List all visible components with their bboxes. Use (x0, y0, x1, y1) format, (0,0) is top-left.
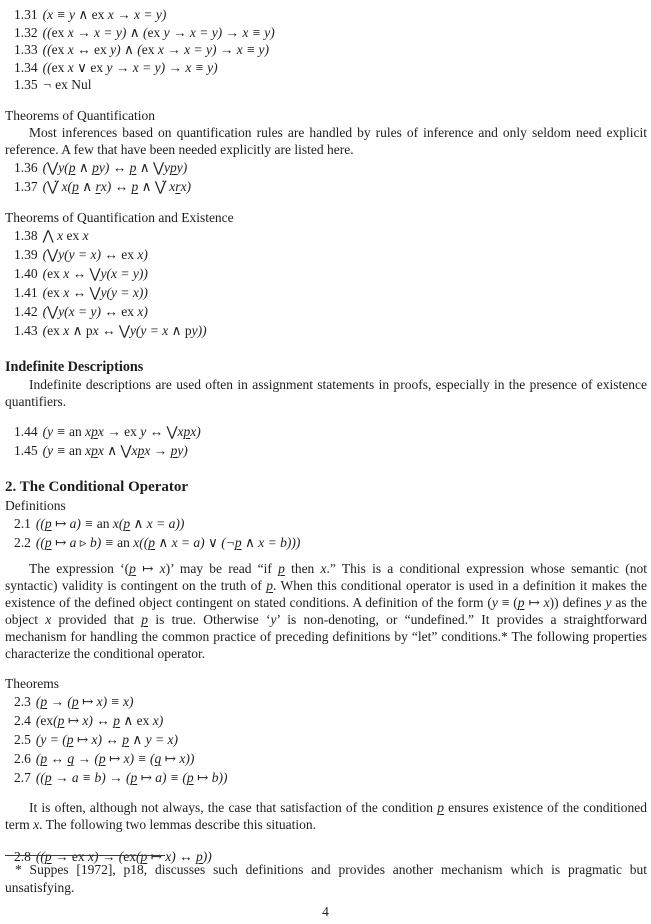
theorem-number: 2.4 (14, 712, 31, 728)
theorem-1-43 (5, 321, 647, 340)
section-indefinite-descriptions (5, 359, 647, 460)
theorem-number: 1.43 (14, 322, 38, 338)
theorem-1-40 (5, 264, 647, 283)
definition-formula: ((p ↦ a ▹ b) ≡ an x((p ∧ x = a) ∨ (¬p ∧ x = b))) (35, 534, 301, 550)
theorem-formula: (y = (p ↦ x) ↔ p ∧ y = x) (35, 731, 179, 747)
section-heading: 2. The Conditional Operator (5, 478, 189, 495)
theorem-formula: ((p → a ≡ b) → (p ↦ a) ≡ (p ↦ b)) (35, 769, 228, 785)
theorem-number: 1.41 (14, 284, 38, 300)
section-quantification (5, 107, 647, 196)
theorem-formula: (⋁y(x = y) ↔ ex x) (42, 303, 148, 319)
theorem-number: 2.3 (14, 693, 31, 709)
definition-formula: ((p ↦ a) ≡ an x(p ∧ x = a)) (35, 515, 185, 531)
theorem-number: 1.34 (14, 59, 38, 75)
theorem-2-5 (5, 730, 647, 749)
theorem-1-33 (5, 41, 647, 59)
theorem-2-6 (5, 749, 647, 768)
theorem-1-31 (5, 6, 647, 24)
theorem-number: 1.44 (14, 423, 38, 439)
definition-number: 2.2 (14, 534, 31, 550)
lemma-number: 2.8 (14, 848, 31, 864)
definition-number: 2.1 (14, 515, 31, 531)
theorem-formula: (x ≡ y ∧ ex x → x = y) (42, 7, 167, 22)
page-number: 4 (322, 904, 329, 919)
theorem-1-42 (5, 302, 647, 321)
theorem-1-38 (5, 226, 647, 245)
theorems-label: Theorems (5, 675, 59, 691)
theorem-formula: (p ↔ q → (p ↦ x) ≡ (q ↦ x)) (35, 750, 195, 766)
theorem-number: 1.33 (14, 42, 38, 57)
theorem-formula: (ex x ↔ ⋁y(x = y)) (42, 265, 148, 281)
theorem-formula: ((ex x ∨ ex y → x = y) → x ≡ y) (42, 59, 218, 75)
theorem-number: 1.38 (14, 227, 38, 243)
theorem-2-7 (5, 768, 647, 787)
theorem-formula: ((ex x → x = y) ∧ (ex y → x = y) → x ≡ y) (42, 24, 275, 40)
theorem-number: 1.31 (14, 7, 38, 22)
lemma-formula: ((p → ex x) → (ex(p ↦ x) ↔ p)) (35, 848, 212, 864)
theorem-formula: (⋁y(y = x) ↔ ex x) (42, 246, 148, 262)
theorem-formula: (y ≡ an xpx → ex y ↔ ⋁xpx) (42, 423, 201, 439)
equality-theorem-list (5, 6, 647, 94)
definition-2-1 (5, 514, 647, 533)
theorem-2-3 (5, 692, 647, 711)
section-heading: Theorems of Quantification and Existence (5, 209, 234, 225)
theorem-formula: (⋁y(p ∧ py) ↔ p ∧ ⋁ypy) (42, 159, 188, 175)
theorem-formula: (ex x ↔ ⋁y(y = x)) (42, 284, 148, 300)
theorem-formula: (p → (p ↦ x) ≡ x) (35, 693, 134, 709)
footnote (5, 855, 647, 897)
theorem-number: 2.7 (14, 769, 31, 785)
definition-2-2 (5, 533, 647, 552)
theorem-1-32 (5, 24, 647, 42)
theorem-number: 1.42 (14, 303, 38, 319)
theorem-formula: ⋀ x ex x (42, 227, 89, 243)
theorem-1-36 (5, 158, 647, 177)
section-heading: Indefinite Descriptions (5, 358, 144, 375)
theorem-formula: ((ex x ↔ ex y) ∧ (ex x → x = y) → x ≡ y) (42, 42, 270, 57)
theorem-number: 1.40 (14, 265, 38, 281)
section-quantification-existence (5, 209, 647, 340)
section-conditional-operator (5, 477, 647, 866)
section-paragraph: Most inferences based on quantification rules are handled by rules of inference and only seldom need explicit reference. A few that have been needed explicitly are listed here. (5, 124, 647, 157)
theorem-number: 1.37 (14, 178, 38, 194)
theorem-formula: (ex(p ↦ x) ↔ p ∧ ex x) (35, 712, 164, 728)
theorem-number: 1.35 (14, 77, 38, 92)
section-paragraph: Indefinite descriptions are used often in assignment statements in proofs, especially in the presence of existence quantifiers. (5, 376, 647, 409)
theorem-1-35 (5, 76, 647, 94)
theorem-number: 1.32 (14, 24, 38, 40)
theorem-1-39 (5, 245, 647, 264)
theorem-1-45 (5, 441, 647, 460)
theorem-1-44 (5, 422, 647, 441)
theorem-1-34 (5, 59, 647, 77)
section-paragraph: It is often, although not always, the case that satisfaction of the condition p ensures existence of the conditioned term x. The following two lemmas describe this situation. (5, 799, 647, 832)
theorem-number: 1.36 (14, 159, 38, 175)
section-heading: Theorems of Quantification (5, 107, 155, 123)
theorem-number: 2.5 (14, 731, 31, 747)
theorem-formula: (y ≡ an xpx ∧ ⋁xpx → py) (42, 442, 188, 458)
footnote-text: * Suppes [1972], p18, discusses such definitions and provides another mechanism which is pragmatic but unsatisfying. (5, 862, 647, 895)
theorem-formula: ¬ ex Nul (42, 77, 92, 92)
theorem-formula: (⋁̈ x(p ∧ rx) ↔ p ∧ ⋁̈ xrx) (42, 178, 192, 194)
theorem-2-4 (5, 711, 647, 730)
theorem-number: 2.6 (14, 750, 31, 766)
theorem-1-41 (5, 283, 647, 302)
definitions-label: Definitions (5, 497, 66, 513)
footnote-rule (5, 855, 165, 856)
theorem-1-37 (5, 177, 647, 196)
theorem-number: 1.39 (14, 246, 38, 262)
theorem-formula: (ex x ∧ px ↔ ⋁y(y = x ∧ py)) (42, 322, 207, 338)
theorem-number: 1.45 (14, 442, 38, 458)
section-paragraph: The expression ‘(p ↦ x)’ may be read “if p then x.” This is a conditional expression whose semantic (not syntactic) validity is contingent on the truth of p. When this conditional operator is used in a definition it makes the existence of the defined object contingent on stated conditions. A definition of the form (y ≡ (p ↦ x)) defines y as the object x provided that p is true. Otherwise ‘y’ is non-denoting, or “undefined.” It provides a straightforward mechanism for handling the common practice of preceding definitions by “let” conditions.* The following properties characterize the conditional operator. (5, 560, 648, 661)
